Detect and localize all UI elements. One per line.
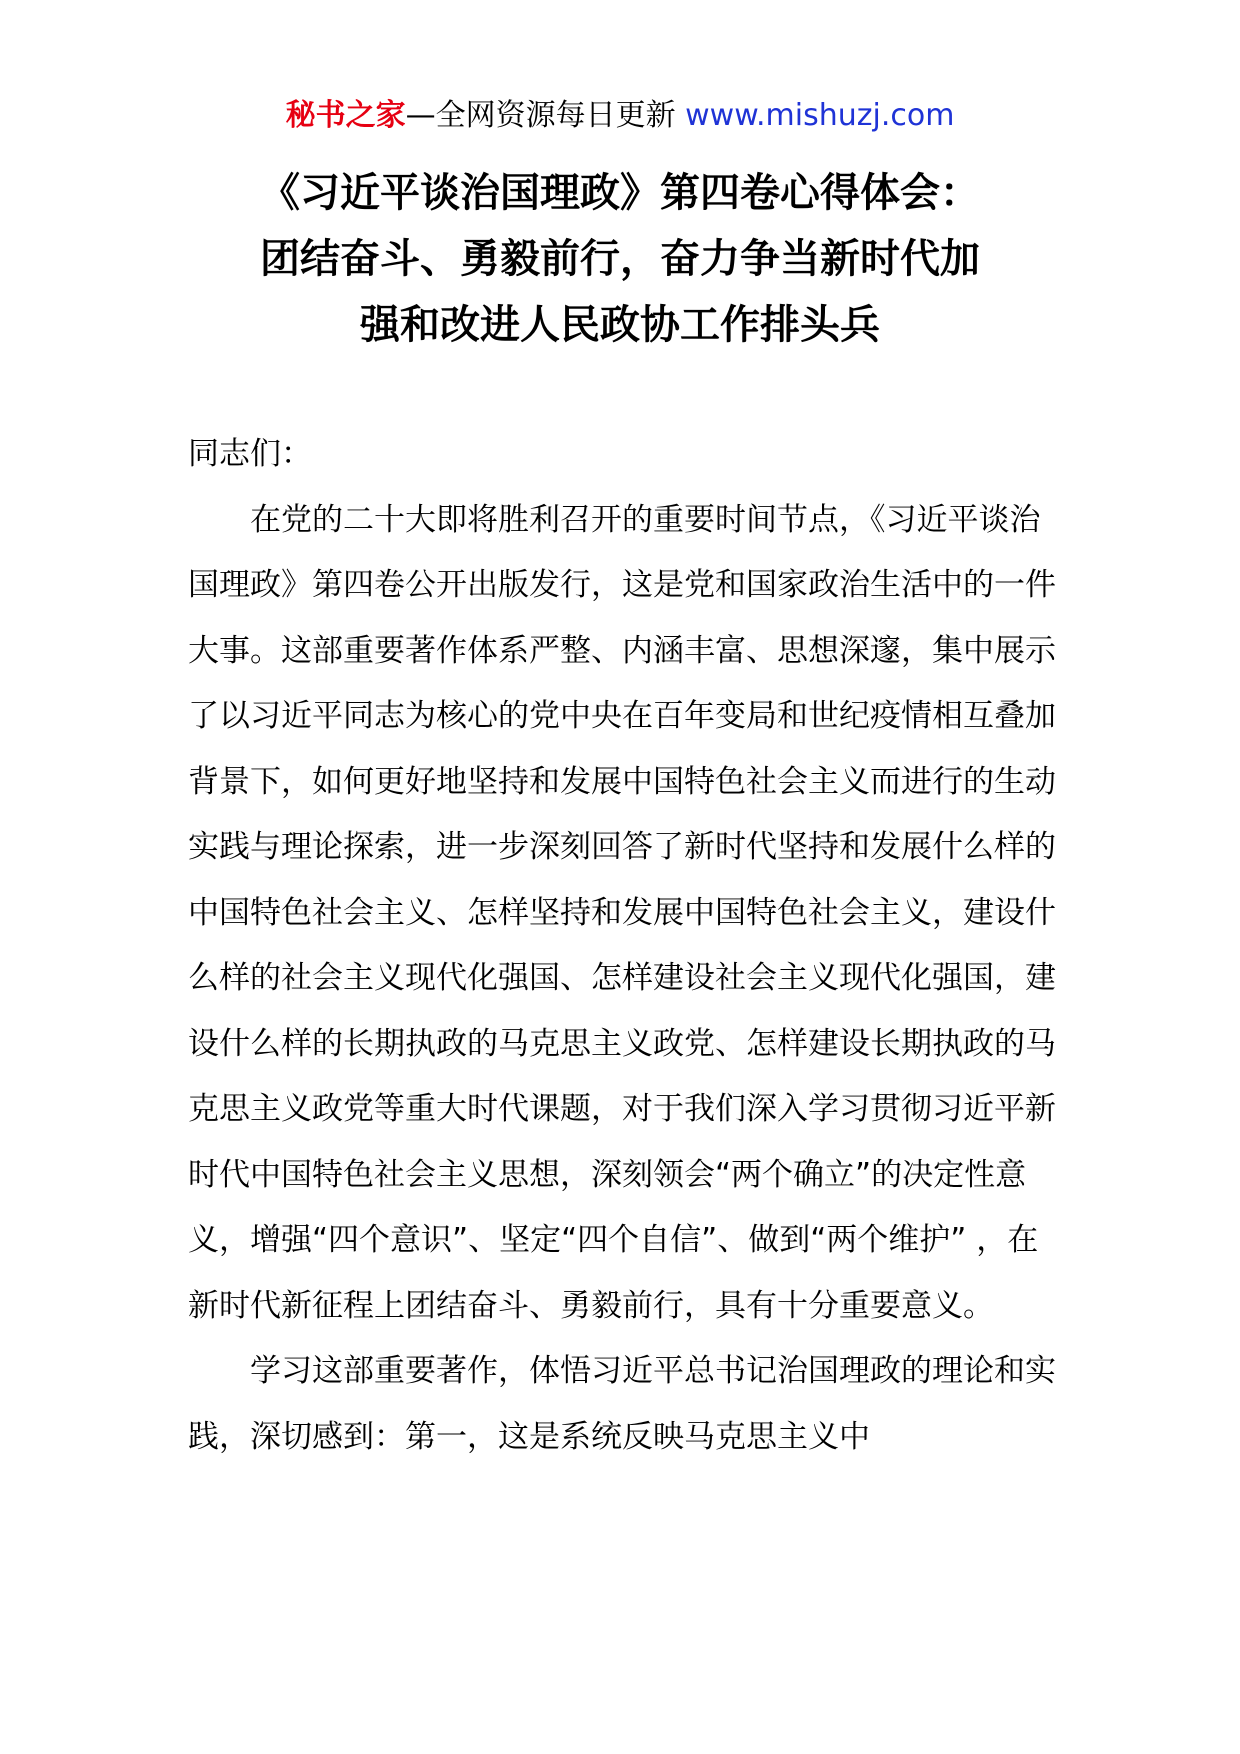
salutation: 同志们：: [188, 436, 312, 472]
title-line-3: 强和改进人民政协工作排头兵: [360, 302, 880, 348]
document-body: [188, 422, 1063, 1470]
site-header: [0, 96, 1240, 136]
title-line-2: 团结奋斗、勇毅前行，奋力争当新时代加: [260, 236, 980, 282]
site-url-link[interactable]: www.mishuzj.com: [685, 98, 955, 133]
body-paragraph-2: 学习这部重要著作，体悟习近平总书记治国理政的理论和实践，深切感到：第一，这是系统反映马克思主义中: [188, 1353, 1056, 1455]
body-paragraph-1: 在党的二十大即将胜利召开的重要时间节点，《习近平谈治国理政》第四卷公开出版发行，这是党和国家政治生活中的一件大事。这部重要著作体系严整、内涵丰富、思想深邃，集中展示了以习近平同志为核心的党中央在百年变局和世纪疫情相互叠加背景下，如何更好地坚持和发展中国特色社会主义而进行的生动实践与理论探索，进一步深刻回答了新时代坚持和发展什么样的中国特色社会主义、怎样坚持和发展中国特色社会主义，建设什么样的社会主义现代化强国、怎样建设社会主义现代化强国，建设什么样的长期执政的马克思主义政党、怎样建设长期执政的马克思主义政党等重大时代课题，对于我们深入学习贯彻习近平新时代中国特色社会主义思想，深刻领会“两个确立”的决定性意义，增强“四个意识”、坚定“四个自信”、做到“两个维护” ，在新时代新征程上团结奋斗、勇毅前行，具有十分重要意义。: [188, 501, 1056, 1324]
site-brand: 秘书之家: [285, 98, 406, 133]
title-line-1: 《习近平谈治国理政》第四卷心得体会：: [260, 170, 980, 216]
site-tagline: —全网资源每日更新: [405, 98, 676, 133]
document-title: [150, 160, 1090, 358]
